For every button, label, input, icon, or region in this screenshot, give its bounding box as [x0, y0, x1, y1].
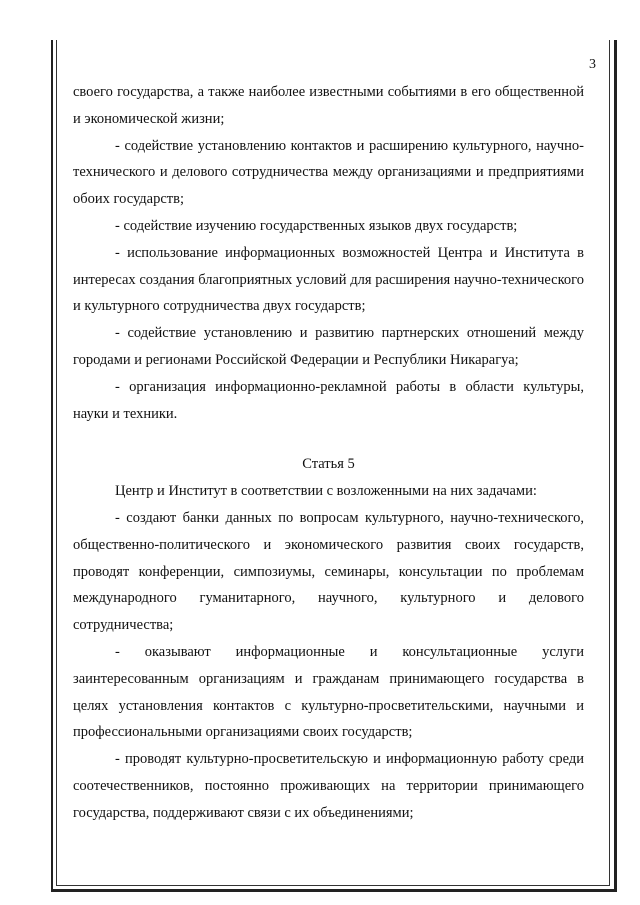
list-item: - использование информационных возможностей Центра и Института в интересах создания благоприятных условий для расширения научно-технического и культурного сотрудничества двух государств;	[73, 244, 584, 315]
list-item: - содействие установлению контактов и расширению культурного, научно-технического и делового сотрудничества между организациями и предприятиями обоих государств;	[73, 137, 584, 208]
article-heading: Статья 5	[302, 456, 355, 473]
document-body	[73, 79, 584, 827]
list-item: - содействие изучению государственных языков двух государств;	[115, 217, 518, 234]
article-intro: Центр и Институт в соответствии с возложенными на них задачами:	[115, 483, 537, 500]
page-number: 3	[589, 57, 596, 72]
list-item: - проводят культурно-просветительскую и информационную работу среди соотечественников, постоянно проживающих на территории принимающего государства, поддерживают связи с их объединениями;	[73, 751, 584, 821]
paragraph-continuation: своего государства, а также наиболее известными событиями в его общественной и экономической жизни;	[73, 84, 584, 127]
list-item: - организация информационно-рекламной работы в области культуры, науки и техники.	[73, 378, 584, 422]
list-item: - создают банки данных по вопросам культурного, научно-технического, общественно-политического и экономического развития своих государств, проводят конференции, симпозиумы, семинары, консультации по проблемам международного гуманитарного, научного, культурного и делового сотрудничества;	[73, 509, 584, 634]
list-item: - содействие установлению и развитию партнерских отношений между городами и регионами Российской Федерации и Республики Никарагуа;	[73, 325, 584, 368]
list-item: - оказывают информационные и консультационные услуги заинтересованным организациям и гражданам принимающего государства в целях установления контактов с культурно-просветительскими, научными и профессиональными организациями своих государств;	[73, 643, 584, 741]
